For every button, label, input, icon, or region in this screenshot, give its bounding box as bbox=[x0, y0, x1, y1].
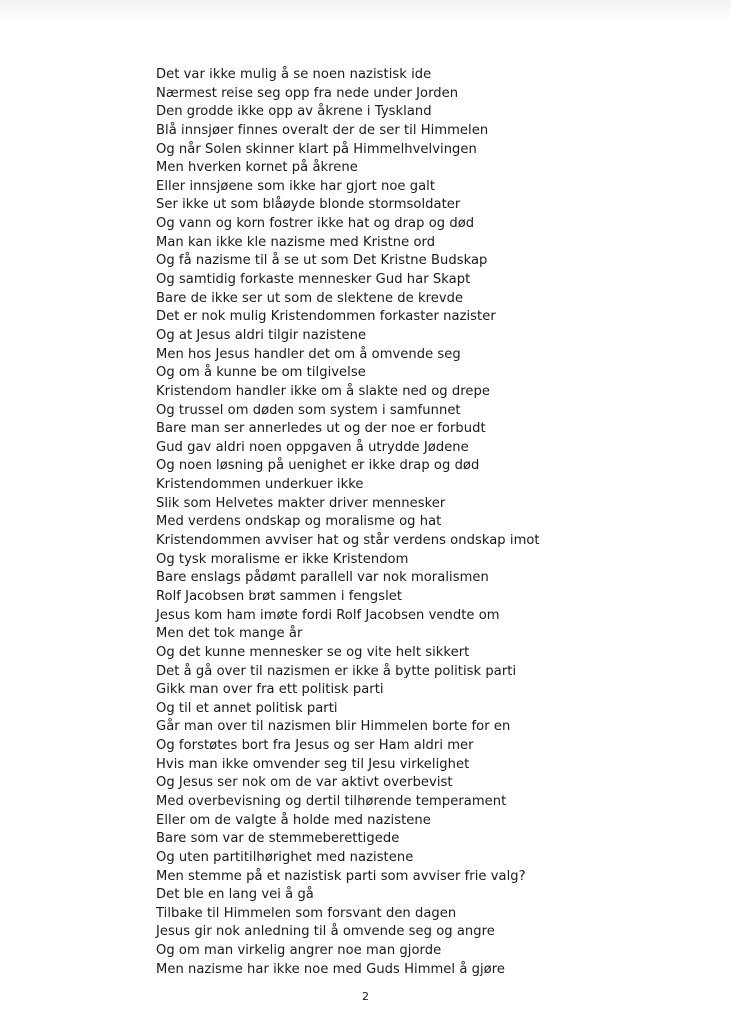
poem-line: Bare man ser annerledes ut og der noe er forbudt bbox=[156, 421, 486, 437]
poem-line: Og til et annet politisk parti bbox=[156, 700, 338, 716]
poem-line: Men det tok mange år bbox=[156, 626, 303, 642]
poem-line: Kristendom handler ikke om å slakte ned og drepe bbox=[156, 383, 490, 399]
poem-line: Men hverken kornet på åkrene bbox=[156, 160, 358, 176]
poem-line: Og vann og korn fostrer ikke hat og drap og død bbox=[156, 216, 475, 232]
poem-line: Eller innsjøene som ikke har gjort noe galt bbox=[156, 178, 436, 194]
poem-line: Går man over til nazismen blir Himmelen borte for en bbox=[156, 719, 511, 735]
poem-line: Man kan ikke kle nazisme med Kristne ord bbox=[156, 234, 436, 250]
poem-line: Det å gå over til nazismen er ikke å bytte politisk parti bbox=[156, 663, 517, 679]
poem-line: Eller om de valgte å holde med nazistene bbox=[156, 812, 431, 828]
poem-line: Og noen løsning på uenighet er ikke drap og død bbox=[156, 458, 480, 474]
poem-line: Men hos Jesus handler det om å omvende seg bbox=[156, 346, 461, 362]
poem-line: Og om å kunne be om tilgivelse bbox=[156, 365, 366, 381]
page-number: 2 bbox=[362, 990, 369, 1003]
poem-line: Men stemme på et nazistisk parti som avviser frie valg? bbox=[156, 868, 526, 884]
poem-line: Med overbevisning og dertil tilhørende temperament bbox=[156, 793, 507, 809]
poem-line: Det ble en lang vei å gå bbox=[156, 887, 314, 903]
poem-line: Og når Solen skinner klart på Himmelhvelvingen bbox=[156, 141, 477, 157]
poem-line: Og trussel om døden som system i samfunnet bbox=[156, 402, 461, 418]
poem-line: Bare enslags pådømt parallell var nok moralismen bbox=[156, 570, 489, 586]
page-top-edge bbox=[0, 0, 731, 22]
poem-line: Og Jesus ser nok om de var aktivt overbevist bbox=[156, 775, 453, 791]
poem-line: Hvis man ikke omvender seg til Jesu virkelighet bbox=[156, 756, 470, 772]
poem-line: Og tysk moralisme er ikke Kristendom bbox=[156, 551, 409, 567]
poem-line: Og om man virkelig angrer noe man gjorde bbox=[156, 943, 442, 959]
poem-line: Gikk man over fra ett politisk parti bbox=[156, 682, 384, 698]
poem-line: Bare de ikke ser ut som de slektene de krevde bbox=[156, 290, 464, 306]
poem-text bbox=[156, 66, 540, 979]
poem-line: Men nazisme har ikke noe med Guds Himmel å gjøre bbox=[156, 961, 505, 977]
poem-line: Kristendommen underkuer ikke bbox=[156, 477, 364, 493]
poem-line: Og det kunne mennesker se og vite helt sikkert bbox=[156, 644, 470, 660]
poem-line: Og forstøtes bort fra Jesus og ser Ham aldri mer bbox=[156, 738, 474, 754]
poem-line: Det var ikke mulig å se noen nazistisk ide bbox=[156, 67, 432, 82]
poem-line: Med verdens ondskap og moralisme og hat bbox=[156, 514, 442, 530]
poem-line: Jesus gir nok anledning til å omvende seg og angre bbox=[156, 924, 495, 940]
poem-line: Bare som var de stemmeberettigede bbox=[156, 831, 400, 847]
poem-line: Og uten partitilhørighet med nazistene bbox=[156, 849, 414, 865]
poem-line: Og at Jesus aldri tilgir nazistene bbox=[156, 327, 367, 343]
poem-line: Nærmest reise seg opp fra nede under Jorden bbox=[156, 85, 459, 101]
poem-line: Det er nok mulig Kristendommen forkaster nazister bbox=[156, 309, 496, 325]
poem-line: Rolf Jacobsen brøt sammen i fengslet bbox=[156, 588, 403, 604]
poem-line: Ser ikke ut som blåøyde blonde stormsoldater bbox=[156, 197, 461, 213]
poem-line: Tilbake til Himmelen som forsvant den dagen bbox=[156, 905, 457, 921]
poem-line: Blå innsjøer finnes overalt der de ser til Himmelen bbox=[156, 122, 489, 138]
poem-line: Og få nazisme til å se ut som Det Kristne Budskap bbox=[156, 253, 488, 269]
poem-line: Og samtidig forkaste mennesker Gud har Skapt bbox=[156, 272, 471, 288]
poem-line: Den grodde ikke opp av åkrene i Tyskland bbox=[156, 104, 432, 120]
poem-line: Jesus kom ham imøte fordi Rolf Jacobsen vendte om bbox=[156, 607, 500, 623]
poem-line: Gud gav aldri noen oppgaven å utrydde Jødene bbox=[156, 439, 469, 455]
poem-line: Slik som Helvetes makter driver mennesker bbox=[156, 495, 446, 511]
poem-line: Kristendommen avviser hat og står verdens ondskap imot bbox=[156, 533, 540, 549]
